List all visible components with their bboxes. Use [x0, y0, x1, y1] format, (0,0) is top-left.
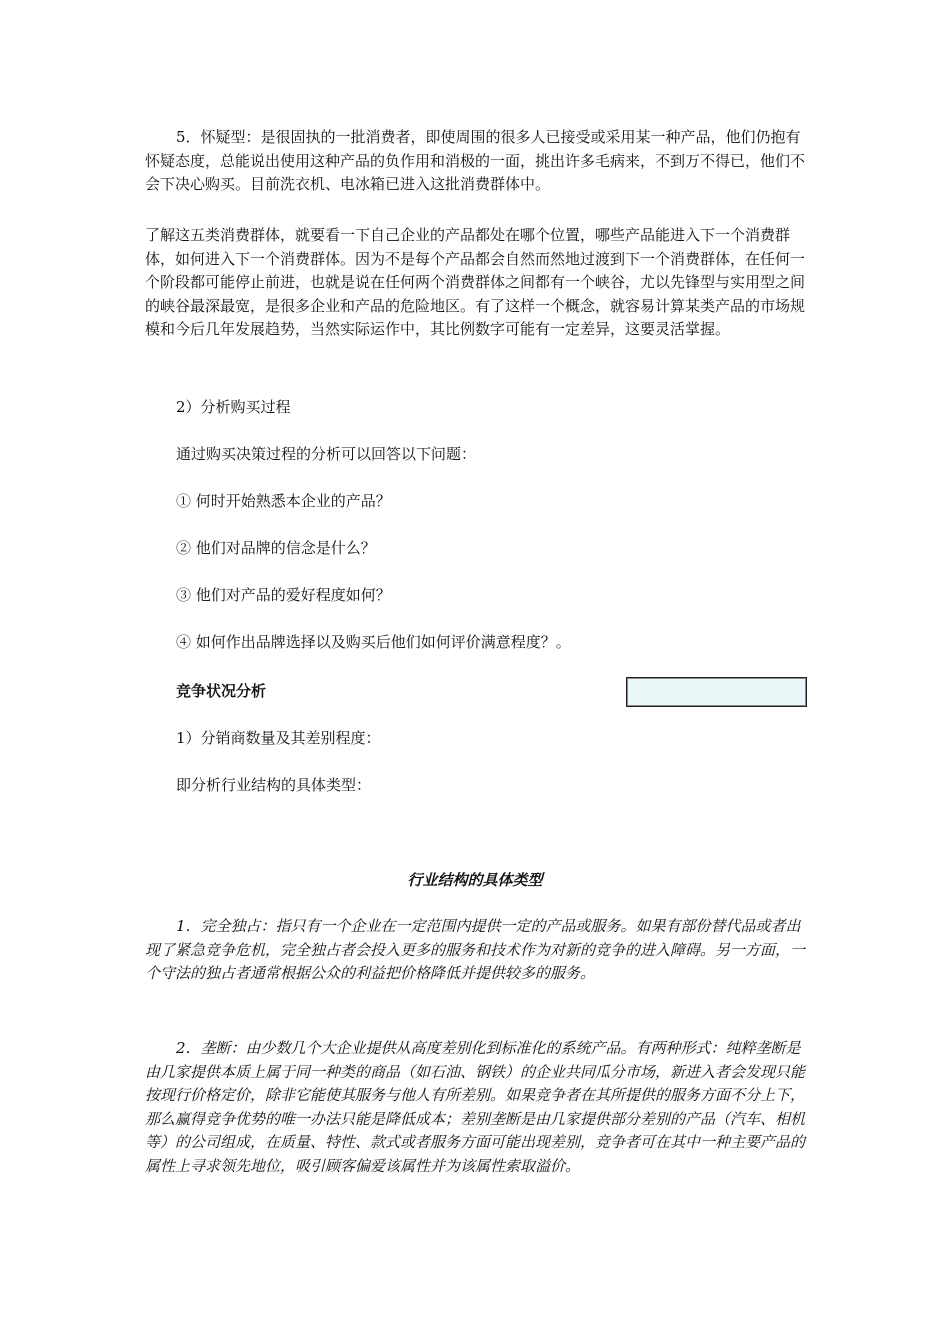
question-item-2: ② 他们对品牌的信念是什么？	[176, 539, 376, 557]
question-item-1: ① 何时开始熟悉本企业的产品？	[176, 492, 391, 510]
paragraph-skeptic-type: 5．怀疑型：是很固执的一批消费者，即使周围的很多人已接受或采用某一种产品，他们仍抱有怀疑态度，总能说出使用这种产品的负作用和消极的一面，挑出许多毛病来，不到万不得已，他们不会下决心购买。目前洗衣机、电冰箱已进入这批消费群体中。	[145, 128, 806, 193]
industry-structure-intro: 即分析行业结构的具体类型：	[176, 776, 372, 794]
purchase-process-intro: 通过购买决策过程的分析可以回答以下问题：	[176, 445, 477, 463]
oligopoly-paragraph: 2．垄断：由少数几个大企业提供从高度差别化到标准化的系统产品。有两种形式：纯粹垄断是由几家提供本质上属于同一种类的商品（如石油、钢铁）的企业共同瓜分市场，新进入者会发现只能按现行价格定价，除非它能使其服务与他人有所差别。如果竞争者在其所提供的服务方面不分上下，那么赢得竞争优势的唯一办法只能是降低成本；差别垄断是由几家提供部分差别的产品（汽车、相机等）的公司组成，在质量、特性、款式或者服务方面可能出现差别，竞争者可在其中一种主要产品的属性上寻求领先地位，吸引顾客偏爱该属性并为该属性索取溢价。	[145, 1039, 806, 1175]
question-item-3: ③ 他们对产品的爱好程度如何？	[176, 586, 391, 604]
distributor-count-heading: 1）分销商数量及其差别程度：	[176, 729, 381, 747]
empty-text-box	[626, 677, 807, 707]
purchase-process-heading: 2）分析购买过程	[176, 398, 291, 416]
paragraph-consumer-groups: 了解这五类消费群体，就要看一下自己企业的产品都处在哪个位置，哪些产品能进入下一个消费群体，如何进入下一个消费群体。因为不是每个产品都会自然而然地过渡到下一个消费群体，在任何一个阶段都可能停止前进，也就是说在任何两个消费群体之间都有一个峡谷，尤以先锋型与实用型之间的峡谷最深最宽，是很多企业和产品的危险地区。有了这样一个概念，就容易计算某类产品的市场规模和今后几年发展趋势，当然实际运作中，其比例数字可能有一定差异，这要灵活掌握。	[145, 226, 806, 338]
competition-analysis-heading: 竞争状况分析	[176, 682, 267, 700]
complete-monopoly-paragraph: 1．完全独占：指只有一个企业在一定范围内提供一定的产品或服务。如果有部份替代品或者出现了紧急竞争危机，完全独占者会投入更多的服务和技术作为对新的竞争的进入障碍。另一方面，一个守法的独占者通常根据公众的利益把价格降低并提供较多的服务。	[145, 917, 806, 983]
question-item-4: ④ 如何作出品牌选择以及购买后他们如何评价满意程度？。	[176, 633, 571, 651]
industry-structure-title: 行业结构的具体类型	[407, 871, 543, 889]
